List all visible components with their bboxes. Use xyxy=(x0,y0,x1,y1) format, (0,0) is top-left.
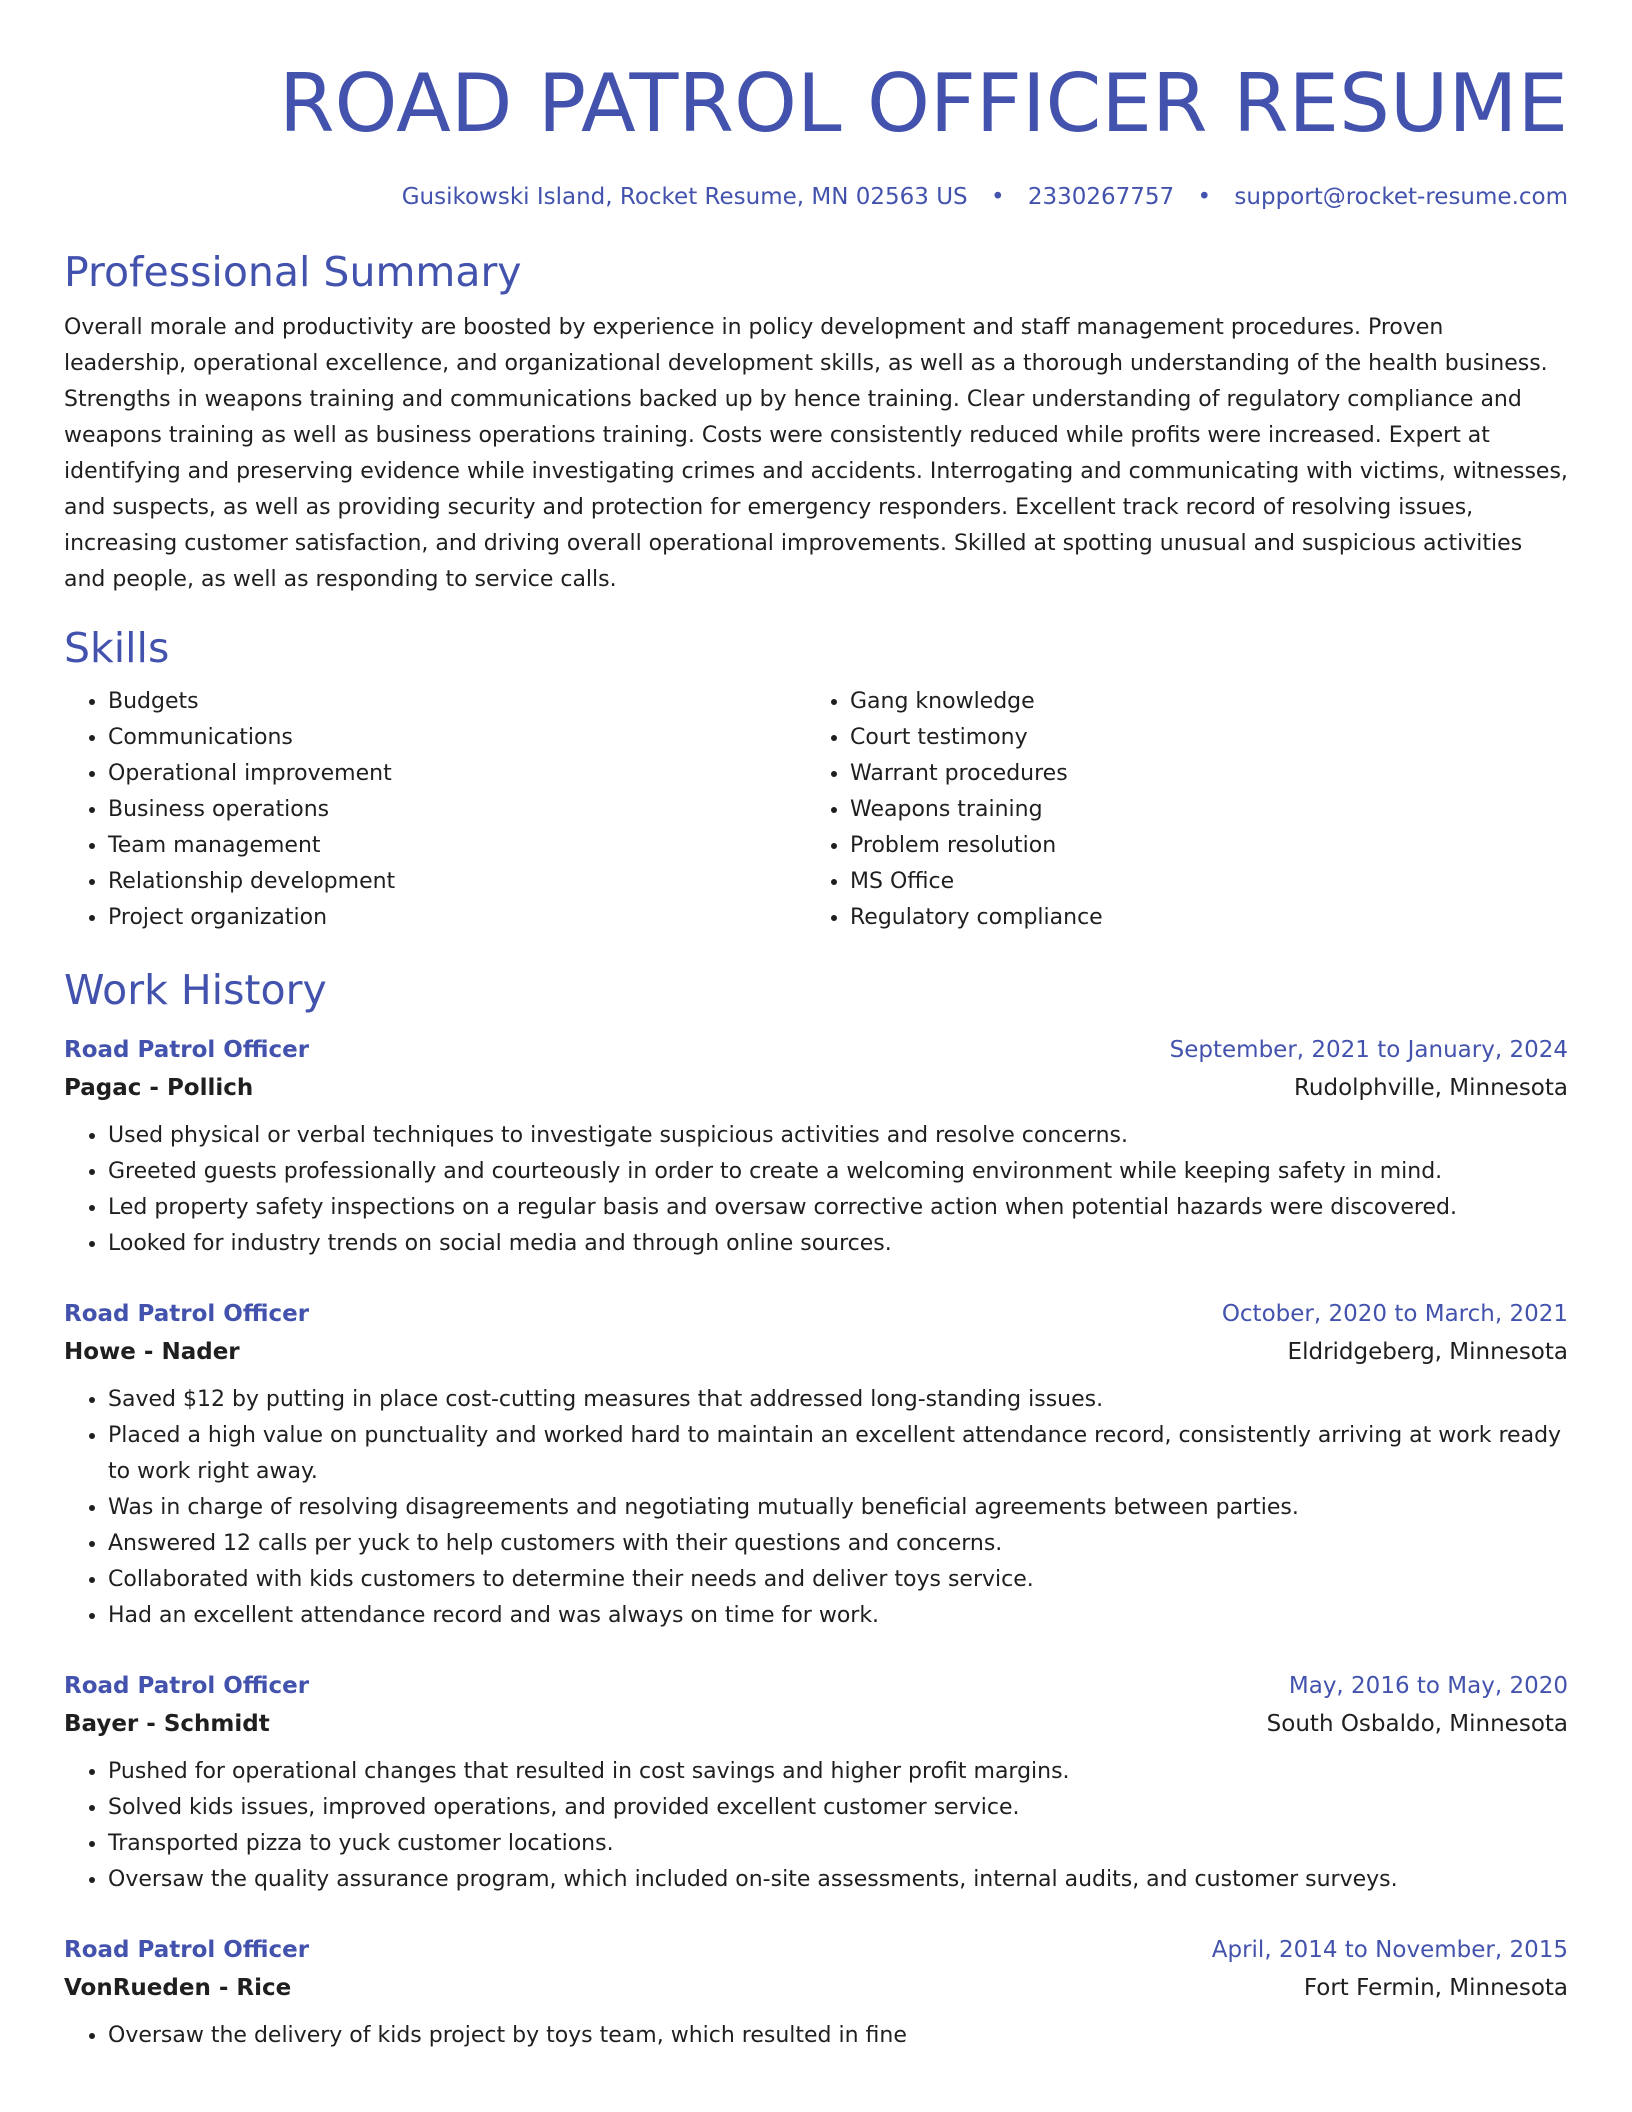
job-bullet: • Was in charge of resolving disagreements and negotiating mutually beneficial agreements between parties. xyxy=(108,1490,1568,1526)
skill-item: • Court testimony xyxy=(850,720,1548,756)
job-bullet: • Pushed for operational changes that resulted in cost savings and higher profit margins. xyxy=(108,1754,1568,1790)
contact-separator: • xyxy=(990,184,1005,210)
skill-item: • Gang knowledge xyxy=(850,684,1548,720)
job-entry xyxy=(64,1668,1568,1898)
job-bullet: • Oversaw the quality assurance program, which included on-site assessments, internal audits, and customer surveys. xyxy=(108,1862,1568,1898)
resume-page xyxy=(64,0,1568,2054)
contact-address: Gusikowski Island, Rocket Resume, MN 02563 US xyxy=(401,184,968,210)
summary-heading: Professional Summary xyxy=(64,248,522,296)
job-company: Bayer - Schmidt xyxy=(64,1711,270,1737)
job-bullet: • Had an excellent attendance record and was always on time for work. xyxy=(108,1598,1568,1634)
job-location: Rudolphville, Minnesota xyxy=(1293,1075,1568,1101)
job-company: Howe - Nader xyxy=(64,1339,240,1365)
skill-item: • Regulatory compliance xyxy=(850,900,1548,936)
job-bullets xyxy=(64,2018,1568,2054)
job-title-row xyxy=(64,1668,1568,1704)
job-title-row xyxy=(64,1296,1568,1332)
job-company-row xyxy=(64,1068,1568,1108)
skills-list xyxy=(64,684,1568,936)
job-company: Pagac - Pollich xyxy=(64,1075,254,1101)
skills-column-right xyxy=(806,684,1548,936)
contact-email: support@rocket-resume.com xyxy=(1234,184,1568,210)
skill-item: • Problem resolution xyxy=(850,828,1548,864)
job-bullet: • Oversaw the delivery of kids project by toys team, which resulted in fine xyxy=(108,2018,1568,2054)
skill-item: • Communications xyxy=(108,720,806,756)
job-title-row xyxy=(64,1032,1568,1068)
job-bullet: • Greeted guests professionally and courteously in order to create a welcoming environment while keeping safety in mind. xyxy=(108,1154,1568,1190)
job-bullet: • Looked for industry trends on social media and through online sources. xyxy=(108,1226,1568,1262)
job-company-row xyxy=(64,1704,1568,1744)
job-dates: September, 2021 to January, 2024 xyxy=(1169,1037,1568,1063)
contact-phone: 2330267757 xyxy=(1027,184,1175,210)
skill-item: • Relationship development xyxy=(108,864,806,900)
job-company-row xyxy=(64,1968,1568,2008)
job-title: Road Patrol Officer xyxy=(64,1937,310,1963)
job-dates: May, 2016 to May, 2020 xyxy=(1288,1673,1568,1699)
job-title: Road Patrol Officer xyxy=(64,1673,310,1699)
job-bullets xyxy=(64,1754,1568,1898)
job-entry xyxy=(64,1032,1568,1262)
job-dates: October, 2020 to March, 2021 xyxy=(1221,1301,1568,1327)
job-entry xyxy=(64,1296,1568,1634)
job-bullet: • Solved kids issues, improved operations, and provided excellent customer service. xyxy=(108,1790,1568,1826)
job-title: Road Patrol Officer xyxy=(64,1301,310,1327)
skills-heading: Skills xyxy=(64,624,170,672)
job-bullet: • Transported pizza to yuck customer locations. xyxy=(108,1826,1568,1862)
job-bullets xyxy=(64,1118,1568,1262)
skill-item: • Warrant procedures xyxy=(850,756,1548,792)
work-history-heading: Work History xyxy=(64,966,327,1014)
job-bullet: • Saved $12 by putting in place cost-cutting measures that addressed long-standing issues. xyxy=(108,1382,1568,1418)
job-bullet: • Answered 12 calls per yuck to help customers with their questions and concerns. xyxy=(108,1526,1568,1562)
skill-item: • Business operations xyxy=(108,792,806,828)
job-location: Eldridgeberg, Minnesota xyxy=(1287,1339,1568,1365)
skill-item: • Team management xyxy=(108,828,806,864)
contact-separator: • xyxy=(1197,184,1212,210)
skills-column-left xyxy=(64,684,806,936)
job-bullet: • Led property safety inspections on a regular basis and oversaw corrective action when potential hazards were discovered. xyxy=(108,1190,1568,1226)
job-bullet: • Collaborated with kids customers to determine their needs and deliver toys service. xyxy=(108,1562,1568,1598)
skill-item: • Operational improvement xyxy=(108,756,806,792)
skill-item: • Project organization xyxy=(108,900,806,936)
contact-line xyxy=(64,182,1568,212)
job-bullets xyxy=(64,1382,1568,1634)
job-bullet: • Placed a high value on punctuality and worked hard to maintain an excellent attendance record, consistently arriving at work ready to work right away. xyxy=(108,1418,1568,1490)
job-title: Road Patrol Officer xyxy=(64,1037,310,1063)
job-entry xyxy=(64,1932,1568,2054)
skill-item: • MS Office xyxy=(850,864,1548,900)
job-company-row xyxy=(64,1332,1568,1372)
job-company: VonRueden - Rice xyxy=(64,1975,292,2001)
resume-title: ROAD PATROL OFFICER RESUME xyxy=(278,57,1568,150)
skill-item: • Budgets xyxy=(108,684,806,720)
job-bullet: • Used physical or verbal techniques to investigate suspicious activities and resolve concerns. xyxy=(108,1118,1568,1154)
job-title-row xyxy=(64,1932,1568,1968)
job-location: Fort Fermin, Minnesota xyxy=(1303,1975,1568,2001)
summary-text: Overall morale and productivity are boosted by experience in policy development and staff management procedures. Proven leadership, operational excellence, and organizational development skills, as well as a thorough understanding of the health business. Strengths in weapons training and communications backed up by hence training. Clear understanding of regulatory compliance and weapons training as well as business operations training. Costs were consistently reduced while profits were increased. Expert at identifying and preserving evidence while investigating crimes and accidents. Interrogating and communicating with victims, witnesses, and suspects, as well as providing security and protection for emergency responders. Excellent track record of resolving issues, increasing customer satisfaction, and driving overall operational improvements. Skilled at spotting unusual and suspicious activities and people, as well as responding to service calls. xyxy=(64,315,1568,592)
job-location: South Osbaldo, Minnesota xyxy=(1266,1711,1568,1737)
skill-item: • Weapons training xyxy=(850,792,1548,828)
job-dates: April, 2014 to November, 2015 xyxy=(1211,1937,1568,1963)
resume-header xyxy=(64,0,1568,212)
